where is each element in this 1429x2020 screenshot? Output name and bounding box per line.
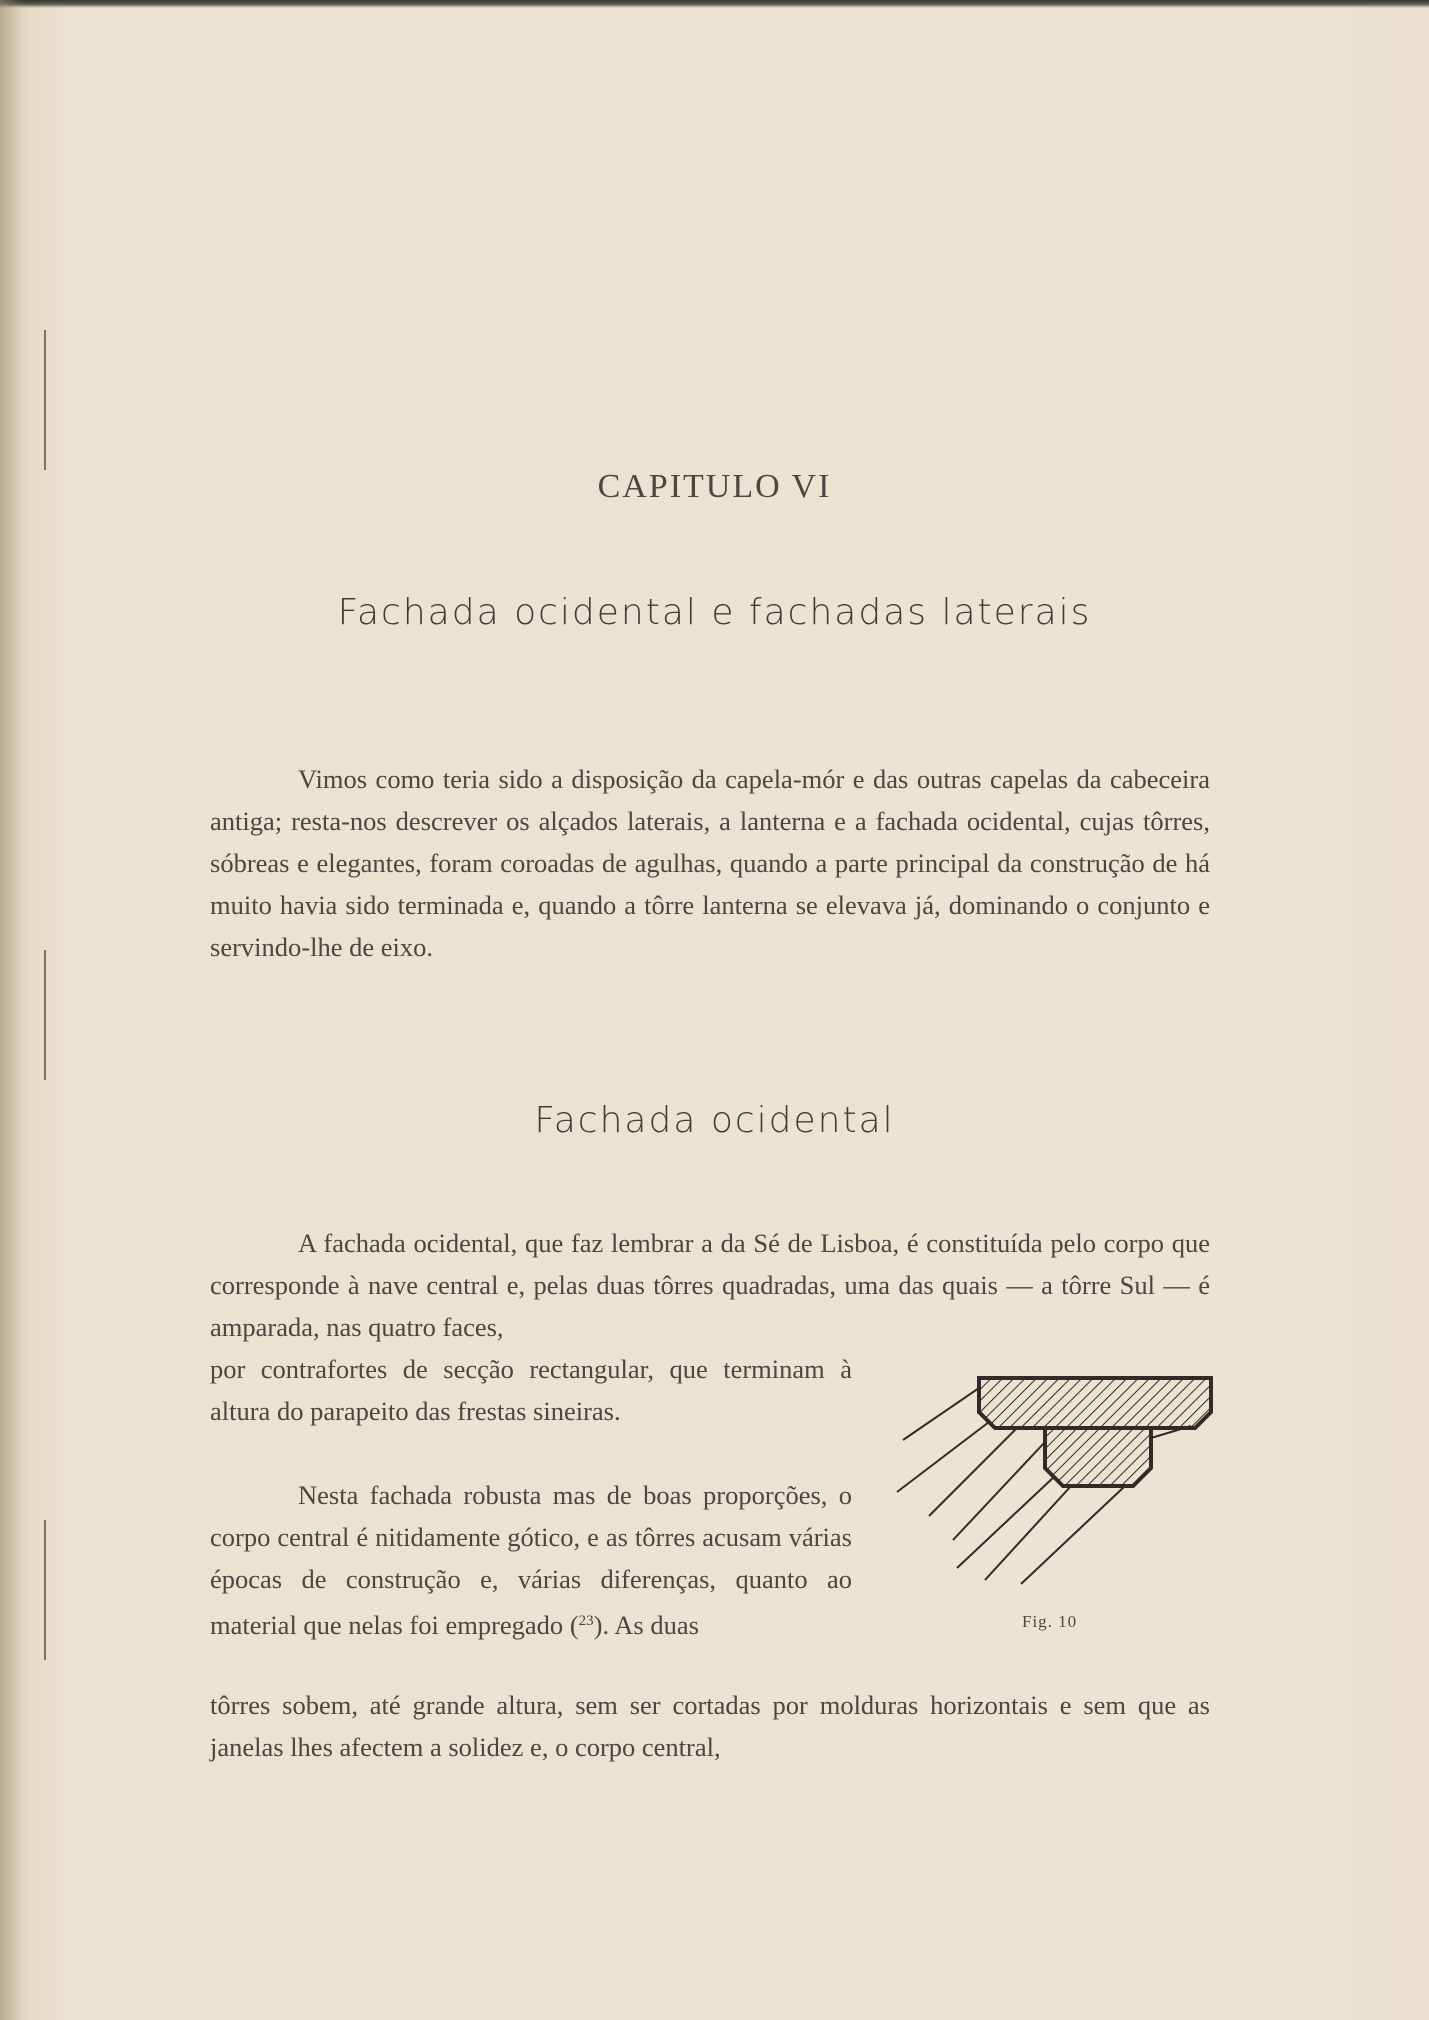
figure-line — [957, 1476, 1055, 1568]
figure-line — [903, 1388, 979, 1440]
binding-mark — [44, 950, 46, 1080]
figure-caption: Fig. 10 — [1022, 1612, 1078, 1631]
paragraph-proportions-full: tôrres sobem, até grande altura, sem ser cortadas por molduras horizontais e sem que as janelas lhes afectem a solidez e, o corpo central, — [210, 1690, 1210, 1762]
figure-line — [1021, 1486, 1125, 1584]
binding-mark — [44, 1520, 46, 1660]
chapter-heading: CAPITULO VI — [597, 468, 832, 505]
figure-line — [953, 1442, 1045, 1540]
page-top-edge — [0, 0, 1429, 8]
paragraph-proportions-tail: . As duas — [602, 1610, 699, 1640]
paragraph-proportions-text: Nesta fachada robusta mas de boas proporções, o corpo central é nitidamente gótico, e as tôrres acusam várias épocas de construção e, várias diferenças, quanto ao material que nelas foi empregado — [210, 1480, 852, 1640]
buttress-section-figure — [895, 1372, 1215, 1592]
footnote-reference: 23 — [578, 1613, 594, 1629]
binding-shadow — [0, 0, 22, 2020]
figure-line — [929, 1428, 1017, 1516]
chapter-title: Fachada ocidental e fachadas laterais — [337, 592, 1092, 633]
binding-mark — [44, 330, 46, 470]
paragraph-intro — [210, 758, 1210, 968]
paragraph-facade — [210, 1222, 1210, 1348]
section-title: Fachada ocidental — [534, 1100, 895, 1141]
paragraph-proportions: Nesta fachada robusta mas de boas proporções, o corpo central é nitidamente gótico, e as tôrres acusam várias épocas de construção e, várias diferenças, quanto ao material que nelas foi empregado ($^{23}$). As duas — [210, 1480, 852, 1640]
paragraph-facade-continued: por contrafortes de secção rectangular, que terminam à altura do parapeito das frestas sineiras. — [210, 1354, 852, 1426]
paragraph-intro-text: Vimos como teria sido a disposição da capela-mór e das outras capelas da cabeceira antiga; resta-nos descrever os alçados laterais, a lanterna e a fachada ocidental, cujas tôrres, sóbreas e elegantes, foram coroadas de agulhas, quando a parte principal da construção de há muito havia sido terminada e, quando a tôrre lanterna se elevava já, dominando o conjunto e servindo-lhe de eixo. — [210, 764, 1210, 962]
figure-line — [897, 1422, 989, 1492]
figure-upper-block — [979, 1378, 1211, 1428]
figure-lower-block — [1045, 1428, 1151, 1486]
paragraph-facade-text: A fachada ocidental, que faz lembrar a da Sé de Lisboa, é constituída pelo corpo que corresponde à nave central e, pelas duas tôrres quadradas, uma das quais — a tôrre Sul — é amparada, nas quatro faces, — [210, 1228, 1210, 1342]
